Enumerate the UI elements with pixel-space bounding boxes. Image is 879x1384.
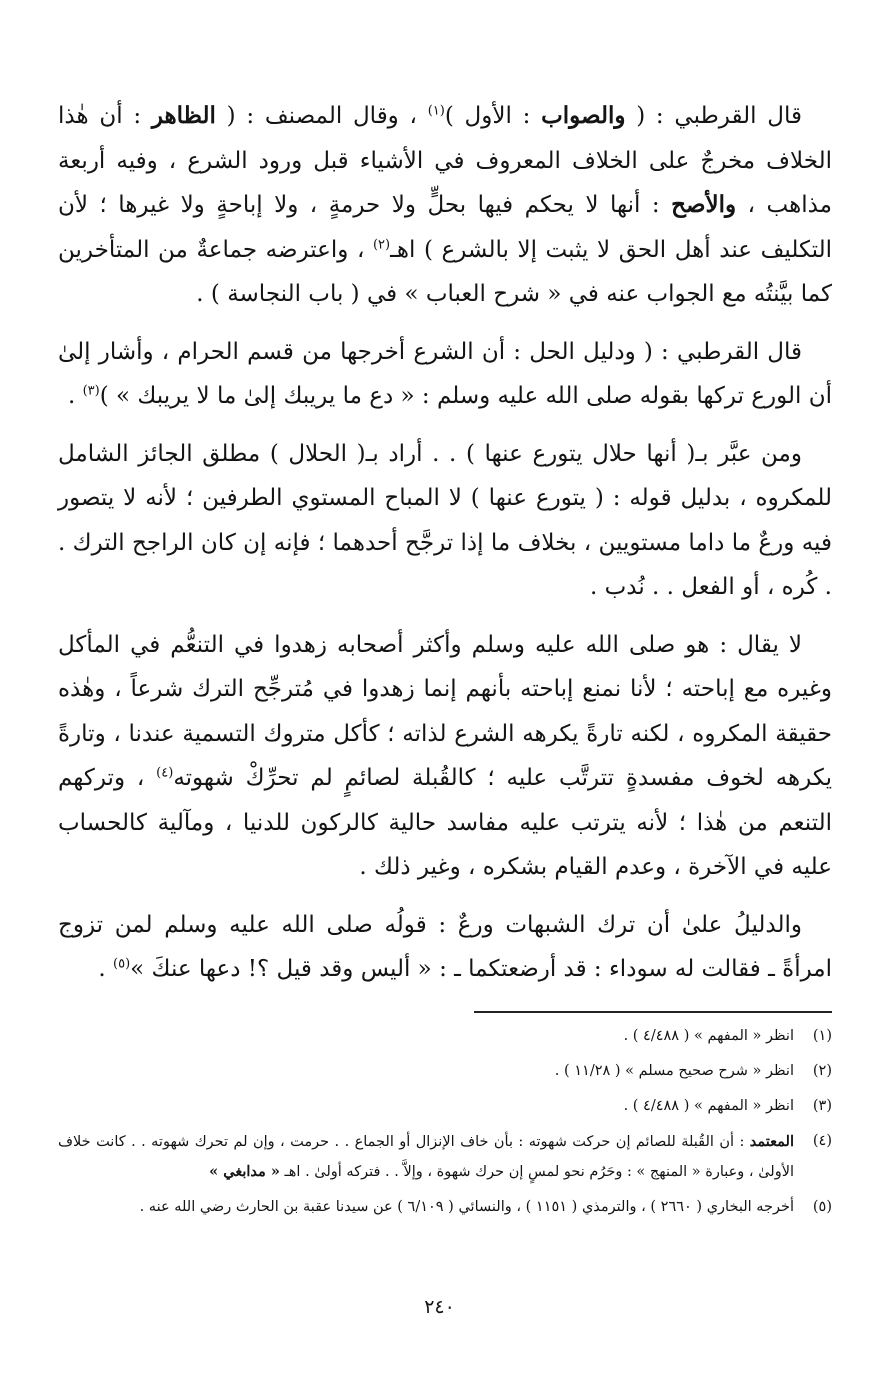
footnote-reference: (١) — [427, 103, 445, 119]
text-run: لا يقال : هو صلى الله عليه وسلم وأكثر أصحابه زهدوا في التنعُّم في المأكل وغيره مع إباحته ؛ لأنا نمنع إباحته بأنهم إنما زهدوا في مُترجِّح الترك شرعاً ، وهٰذه حقيقة المكروه ، لكنه تارةً يكرهه الشرع لذاته ؛ كأكل متروك التسمية عندنا ، وتارةً يكرهه لخوف مفسدةٍ تترتَّب عليه ؛ كالقُبلة لصائمٍ لم تحرِّكْ شهوته — [58, 631, 832, 791]
bold-term: المعتمد — [749, 1133, 794, 1150]
text-run: أخرجه البخاري ( ٢٦٦٠ ) ، والترمذي ( ١١٥١ ) ، والنسائي ( ٦/١٠٩ ) عن سيدنا عقبة بن الحارث رضي الله عنه . — [139, 1199, 794, 1215]
text-run: : أن القُبلة للصائم إن حركت شهوته : بأن خاف الإنزال أو الجماع . . حرمت ، وإن لم تحرك شهوته . . كانت خلاف الأولىٰ ، وعبارة « المنهج » : وحَرُم نحو لمسٍ إن حرك شهوة ، وإلاَّ . . فتركه أولىٰ . اهـ — [58, 1134, 794, 1180]
text-run: ، وقال المصنف : ( — [215, 103, 428, 129]
text-run: : أن هٰذا الخلاف مخرجٌ على الخلاف المعروف في الأشياء قبل ورود الشرع ، وفيه أربعة مذاهب ، — [58, 103, 832, 218]
text-run: : الأول ) — [444, 103, 542, 129]
text-run: انظر « المفهم » ( ٤/٤٨٨ ) . — [623, 1028, 794, 1044]
footnote-reference: (٣) — [82, 383, 100, 399]
text-run: قال القرطبي : ( — [625, 103, 802, 129]
bold-term: « مدابغي » — [209, 1163, 280, 1180]
footnote-text — [58, 1193, 794, 1222]
text-run: . — [98, 956, 114, 982]
page-number: ٢٤٠ — [424, 1296, 455, 1318]
body-paragraph — [58, 903, 832, 992]
footnote-item — [58, 1193, 832, 1222]
text-run: ، وتركهم التنعم من هٰذا ؛ لأنه يترتب عليه مفاسد حالية كالركون للدنيا ، ومآلية كالحساب عليه في الآخرة ، وعدم القيام بشكره ، وغير ذلك . — [58, 765, 832, 880]
text-run: انظر « المفهم » ( ٤/٤٨٨ ) . — [623, 1098, 794, 1114]
footnote-number: (٢) — [812, 1063, 832, 1079]
text-run: : أنها لا يحكم فيها بحلٍّ ولا حرمةٍ ، ولا إباحةٍ ولا غيرها ؛ لأن التكليف عند أهل الحق لا يثبت إلا بالشرع ) اهـ — [58, 192, 833, 263]
text-run: . — [67, 383, 83, 409]
footnote-number: (٥) — [812, 1199, 832, 1215]
body-paragraph — [58, 432, 832, 610]
bold-term: والصواب — [541, 102, 626, 129]
body-paragraph — [58, 623, 832, 890]
footnote-reference: (٢) — [372, 236, 391, 252]
footnote-item — [58, 1092, 832, 1121]
main-text-body — [58, 94, 832, 992]
text-run: ومن عبَّر بـ( أنها حلال يتورع عنها ) . . أراد بـ( الحلال ) مطلق الجائز الشامل للمكروه ، بدليل قوله : ( يتورع عنها ) لا المباح المستوي الطرفين ؛ لأنه لا يتصور فيه ورعٌ ما داما مستويين ، بخلاف ما إذا ترجَّح أحدهما ؛ فإنه إن كان الراجح الترك . . كُره ، أو الفعل . . نُدب . — [58, 440, 832, 600]
bold-term: الظاهر — [151, 102, 216, 129]
footnote-text — [58, 1057, 794, 1086]
footnote-reference: (٥) — [113, 956, 131, 972]
footnotes-section — [58, 1022, 832, 1228]
body-paragraph — [58, 94, 832, 317]
footnote-number: (٣) — [812, 1098, 832, 1114]
footnote-text — [58, 1127, 794, 1187]
text-run: انظر « شرح صحيح مسلم » ( ١١/٢٨ ) . — [554, 1063, 794, 1079]
footnote-number: (٤) — [812, 1133, 832, 1149]
footnote-number: (١) — [812, 1028, 832, 1044]
text-run: قال القرطبي : ( ودليل الحل : أن الشرع أخرجها من قسم الحرام ، وأشار إلىٰ أن الورع تركها بقوله صلى الله عليه وسلم : « دع ما يريبك إلىٰ ما لا يريبك » ) — [58, 338, 832, 409]
footnote-text — [58, 1092, 794, 1121]
footnote-item — [58, 1127, 832, 1187]
text-run: ، واعترضه جماعةٌ من المتأخرين كما بيَّنتُه مع الجواب عنه في « شرح العباب » في ( باب النجاسة ) . — [58, 236, 832, 307]
footnote-reference: (٤) — [156, 765, 174, 781]
footnote-item — [58, 1057, 832, 1086]
body-paragraph — [58, 330, 832, 419]
bold-term: والأصح — [671, 191, 737, 218]
footnote-item — [58, 1022, 832, 1051]
footnote-divider — [474, 1011, 832, 1013]
footnote-text — [58, 1022, 794, 1051]
text-run: والدليلُ علىٰ أن ترك الشبهات ورعٌ : قولُه صلى الله عليه وسلم لمن تزوج امرأةً ـ فقالت له سوداء : قد أرضعتكما ـ : « أليس وقد قيل ؟! دعها عنكَ » — [58, 911, 832, 982]
